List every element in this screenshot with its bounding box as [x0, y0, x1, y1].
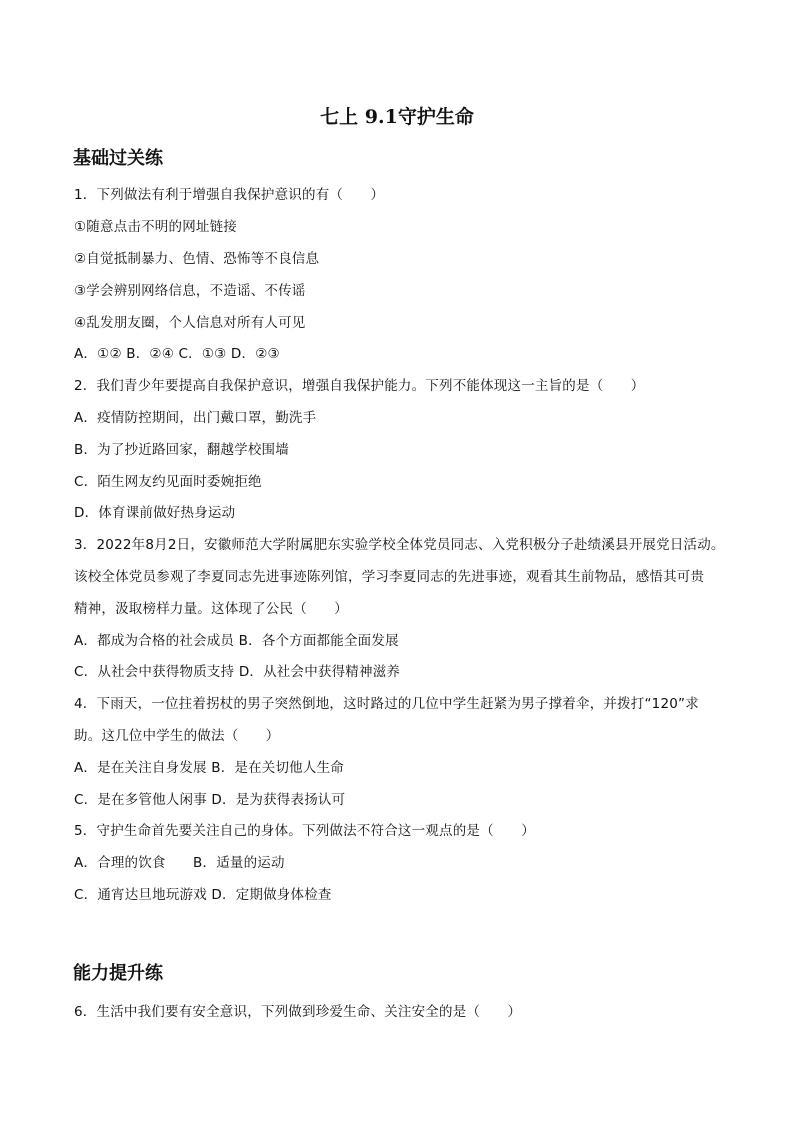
- page-title: 七上 9.1守护生命: [320, 106, 474, 128]
- question-2-option-a: A．疫情防控期间，出门戴口罩，勤洗手: [74, 410, 317, 426]
- question-6-stem: 6．生活中我们要有安全意识，下列做到珍爱生命、关注安全的是（ ）: [74, 1004, 522, 1020]
- question-5-options-cd: C．通宵达旦地玩游戏 D．定期做身体检查: [74, 887, 332, 903]
- question-2-option-b: B．为了抄近路回家，翻越学校围墙: [74, 442, 289, 458]
- question-1-options: A．①② B．②④ C．①③ D．②③: [74, 346, 280, 362]
- question-1-item-2: ②自觉抵制暴力、色情、恐怖等不良信息: [74, 251, 320, 267]
- question-3-options-ab: A．都成为合格的社会成员 B．各个方面都能全面发展: [74, 633, 399, 649]
- section-heading-basic: 基础过关练: [73, 148, 163, 169]
- question-1-item-3: ③学会辨别网络信息，不造谣、不传谣: [74, 283, 306, 299]
- question-5-stem: 5．守护生命首先要关注自己的身体。下列做法不符合这一观点的是（ ）: [74, 823, 535, 839]
- question-3-options-cd: C．从社会中获得物质支持 D．从社会中获得精神滋养: [74, 664, 401, 680]
- question-4-options-ab: A．是在关注自身发展 B．是在关切他人生命: [74, 760, 344, 776]
- question-5-options-ab: A．合理的饮食 B．适量的运动: [74, 855, 285, 871]
- question-1-stem: 1．下列做法有利于增强自我保护意识的有（ ）: [74, 187, 385, 203]
- question-3-stem-line-1: 3．2022年8月2日，安徽师范大学附属肥东实验学校全体党员同志、入党积极分子赴绩溪县开展党日活动。: [74, 537, 725, 553]
- question-4-stem-line-2: 助。这几位中学生的做法（ ）: [74, 728, 280, 744]
- question-3-stem-line-3: 精神，汲取榜样力量。这体现了公民（ ）: [74, 601, 348, 617]
- question-2-option-d: D．体育课前做好热身运动: [74, 505, 236, 521]
- question-2-stem: 2．我们青少年要提高自我保护意识，增强自我保护能力。下列不能体现这一主旨的是（ ）: [74, 378, 645, 394]
- question-3-stem-line-2: 该校全体党员参观了李夏同志先进事迹陈列馆，学习李夏同志的先进事迹，观看其生前物品，感悟其可贵: [74, 569, 705, 585]
- question-1-item-4: ④乱发朋友圈，个人信息对所有人可见: [74, 315, 306, 331]
- question-4-stem-line-1: 4．下雨天，一位拄着拐杖的男子突然倒地，这时路过的几位中学生赶紧为男子撑着伞，并拨打“120”求: [74, 696, 699, 712]
- question-2-option-c: C．陌生网友约见面时委婉拒绝: [74, 474, 262, 490]
- question-1-item-1: ①随意点击不明的网址链接: [74, 219, 238, 235]
- section-heading-advanced: 能力提升练: [73, 963, 163, 984]
- question-4-options-cd: C．是在多管他人闲事 D．是为获得表扬认可: [74, 792, 346, 808]
